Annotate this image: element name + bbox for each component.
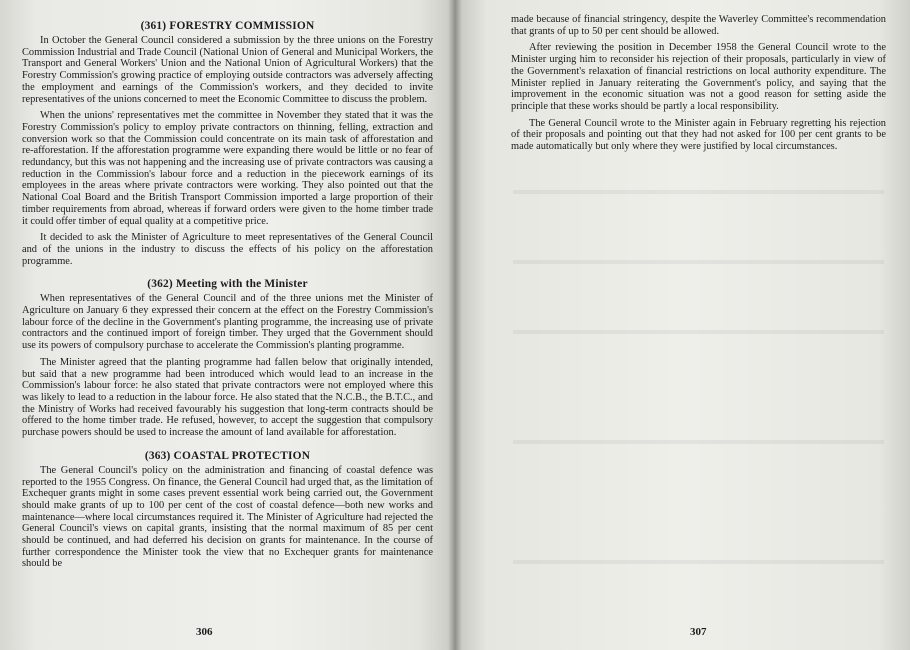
section-heading-363: (363) COASTAL PROTECTION [144, 449, 311, 462]
section-heading-361: (361) FORESTRY COMMISSION [140, 20, 315, 32]
show-through [513, 330, 884, 334]
page-number-right: 307 [690, 626, 707, 638]
paragraph: The General Council's policy on the administration and financing of coastal defence was reported to the 1955 Congress. On finance, the General Council had urged that, as the limitation of Exchequer grants might in some cases prevent essential work being carried out, the Government should make grants of up to 100 per cent of the cost of coastal defence—both new works and maintenance—where local circumstances required it. The Minister of Agriculture had rejected the General Council's views on capital grants, insisting that the normal maximum of 85 per cent should be continued, and had deferred his decision on grants for maintenance. In the course of further correspondence the Minister took the view that no Exchequer grants for maintenance should be [22, 464, 433, 570]
paragraph: made because of financial stringency, despite the Waverley Committee's recommendation that grants of up to 50 per cent should be allowed. [511, 14, 886, 37]
book-gutter [448, 0, 462, 650]
show-through [513, 560, 884, 564]
paragraph: The General Council wrote to the Minister again in February regretting his rejection of their proposals and pointing out that they had not asked for 100 per cent grants to be made automatically but only where they were justified by local circumstances. [511, 117, 886, 153]
paragraph: When the unions' representatives met the committee in November they stated that it was the Forestry Commission's policy to employ private contractors on thinning, felling, extraction and conversion work so that the Commission could concentrate on its main task of afforestation and re-afforestation. If the afforestation programme were expanding there would be little or no fear of redundancy, but this was not happening and the increasing use of private contractors was causing a reduction in the Commission's labour force and a reduction in the piecework earnings of its employees in the areas where private contractors were working. They also pointed out that the National Coal Board and the British Transport Commission imported a large proportion of their timber requirements from abroad, whereas if forward orders were given to the home timber trade it could offer timber of equal quality at a competitive price. [22, 110, 433, 227]
show-through [513, 260, 884, 264]
right-page [455, 0, 910, 650]
show-through [513, 440, 884, 444]
paragraph: It decided to ask the Minister of Agriculture to meet representatives of the General Council and of the unions in the industry to discuss the effects of his policy on the afforestation programme. [22, 232, 433, 267]
paragraph: In October the General Council considered a submission by the three unions on the Forestry Commission Industrial and Trade Council (National Union of General and Municipal Workers, the Transport and General Workers' Union and the National Union of Agricultural Workers) that the Forestry Commission's growing practice of employing outside contractors was adversely affecting the employment and earnings of the Commission's workers, and they decided to invite representatives of the unions concerned to meet the Economic Committee to discuss the problem. [22, 35, 433, 105]
paragraph: When representatives of the General Council and of the three unions met the Minister of Agriculture on January 6 they expressed their concern at the effect on the Forestry Commission's labour force of the decline in the Government's planting programme, the increasing use of private contractors and the continued import of foreign timber. They urged that the Government should use its powers of compulsory purchase to accelerate the Commission's planting programme. [22, 293, 433, 352]
show-through [513, 190, 884, 194]
section-heading-362: (362) Meeting with the Minister [147, 278, 308, 291]
paragraph: The Minister agreed that the planting programme had fallen below that originally intended, but said that a new programme had been introduced which would lead to an increase in the Commission's labour force: he also stated that private contractors were not employed where this was likely to lead to a reduction in the labour force. He also stated that the N.C.B., the B.T.C., and the Ministry of Works had received favourably his suggestion that long-term contracts should be offered to the home timber trade. He refused, however, to accept the suggestion that compulsory purchase powers should be used to increase the amount of land available for afforestation. [22, 356, 433, 439]
page-number-left: 306 [196, 626, 213, 638]
paragraph: After reviewing the position in December 1958 the General Council wrote to the Minister urging him to reconsider his rejection of their proposals, particularly in view of the Government's relaxation of financial restrictions on local authority expenditure. The Minister replied in January reiterating the Government's policy, and saying that the improvement in the economic situation was not a good reason for setting aside the principle that these works should be partly a local responsibility. [511, 42, 886, 112]
